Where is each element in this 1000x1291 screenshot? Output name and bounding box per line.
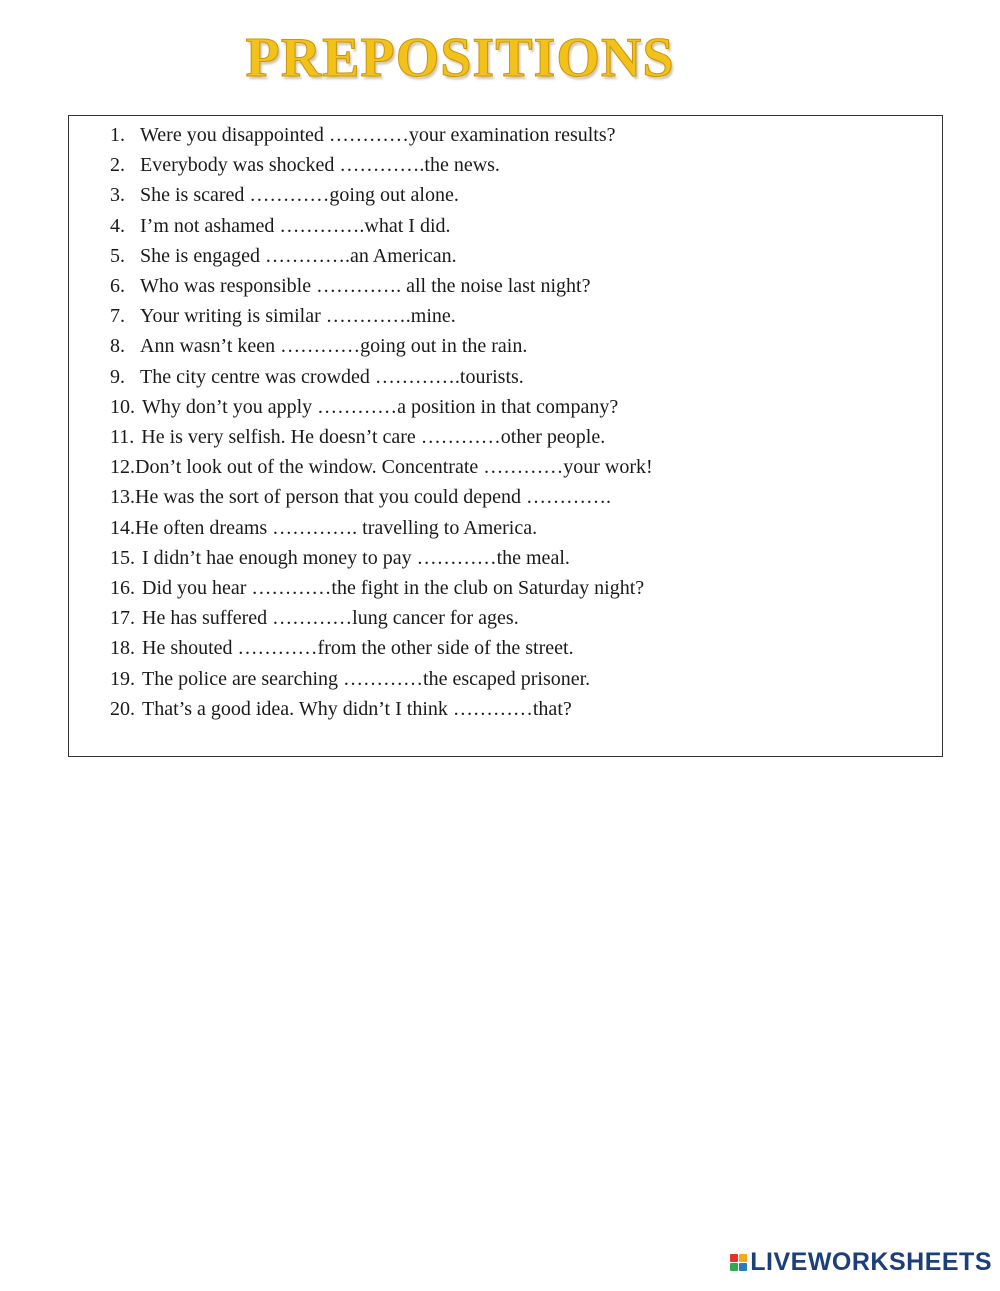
item-number: 19. [110,667,135,690]
item-text: I’m not ashamed ………….what I did. [140,214,451,237]
item-text: Your writing is similar ………….mine. [140,305,456,328]
list-item [110,362,653,392]
list-item [110,543,653,573]
list-item [110,513,653,543]
list-item [110,271,653,301]
item-number: 18. [110,637,135,660]
list-item [110,150,653,180]
item-text: Who was responsible …………. all the noise last night? [140,275,591,298]
item-number: 1. [110,124,125,146]
item-number: 16. [110,577,135,600]
list-item [110,120,653,150]
list-item [110,603,653,633]
list-item [110,422,653,452]
list-item [110,392,653,422]
item-text: He was the sort of person that you could depend …………. [135,486,612,509]
item-number: 7. [110,305,125,328]
item-number: 11. [110,426,135,449]
item-number: 9. [110,365,125,388]
page-title: PREPOSITIONS [245,27,675,89]
logo-tile [730,1263,738,1271]
list-item [110,180,653,210]
item-text: She is engaged ………….an American. [140,244,457,267]
item-text: He often dreams …………. travelling to America. [135,516,538,539]
liveworksheets-logo[interactable] [730,1248,992,1277]
logo-tile [730,1254,738,1262]
list-item [110,301,653,331]
list-item [110,573,653,603]
list-item [110,452,653,482]
exercise-list [110,120,653,724]
logo-text: LIVEWORKSHEETS [750,1248,992,1276]
exercise-box [68,115,943,757]
item-text: Everybody was shocked ………….the news. [140,154,500,177]
list-item [110,664,653,694]
list-item [110,241,653,271]
item-number: 2. [110,154,125,177]
item-number: 14. [110,516,135,539]
item-text: The city centre was crowded ………….tourists. [140,365,524,388]
list-item [110,633,653,663]
item-text: Don’t look out of the window. Concentrate …………your work! [135,456,653,479]
item-text: That’s a good idea. Why didn’t I think …………that? [142,697,572,720]
item-number: 13. [110,486,135,509]
item-text: I didn’t hae enough money to pay …………the meal. [142,546,570,569]
list-item [110,694,653,724]
list-item [110,211,653,241]
item-number: 17. [110,607,135,630]
item-number: 8. [110,335,125,358]
item-number: 12. [110,456,135,479]
item-number: 20. [110,697,135,720]
item-text: He shouted …………from the other side of the street. [142,637,574,660]
list-item [110,482,653,512]
item-text: Did you hear …………the fight in the club on Saturday night? [142,577,645,600]
item-text: Were you disappointed …………your examination results? [140,124,616,146]
item-number: 10. [110,395,135,418]
item-number: 15. [110,546,135,569]
item-number: 4. [110,214,125,237]
item-number: 3. [110,184,125,207]
item-text: He is very selfish. He doesn’t care …………other people. [141,426,606,449]
list-item [110,331,653,361]
item-number: 5. [110,244,125,267]
item-text: Ann wasn’t keen …………going out in the rain. [140,335,528,358]
item-text: Why don’t you apply …………a position in that company? [142,395,619,418]
item-text: She is scared …………going out alone. [140,184,459,207]
item-text: The police are searching …………the escaped prisoner. [142,667,591,690]
logo-tile [739,1263,747,1271]
liveworksheets-logo-icon [730,1254,747,1271]
item-number: 6. [110,275,125,298]
logo-tile [739,1254,747,1262]
item-text: He has suffered …………lung cancer for ages. [142,607,519,630]
